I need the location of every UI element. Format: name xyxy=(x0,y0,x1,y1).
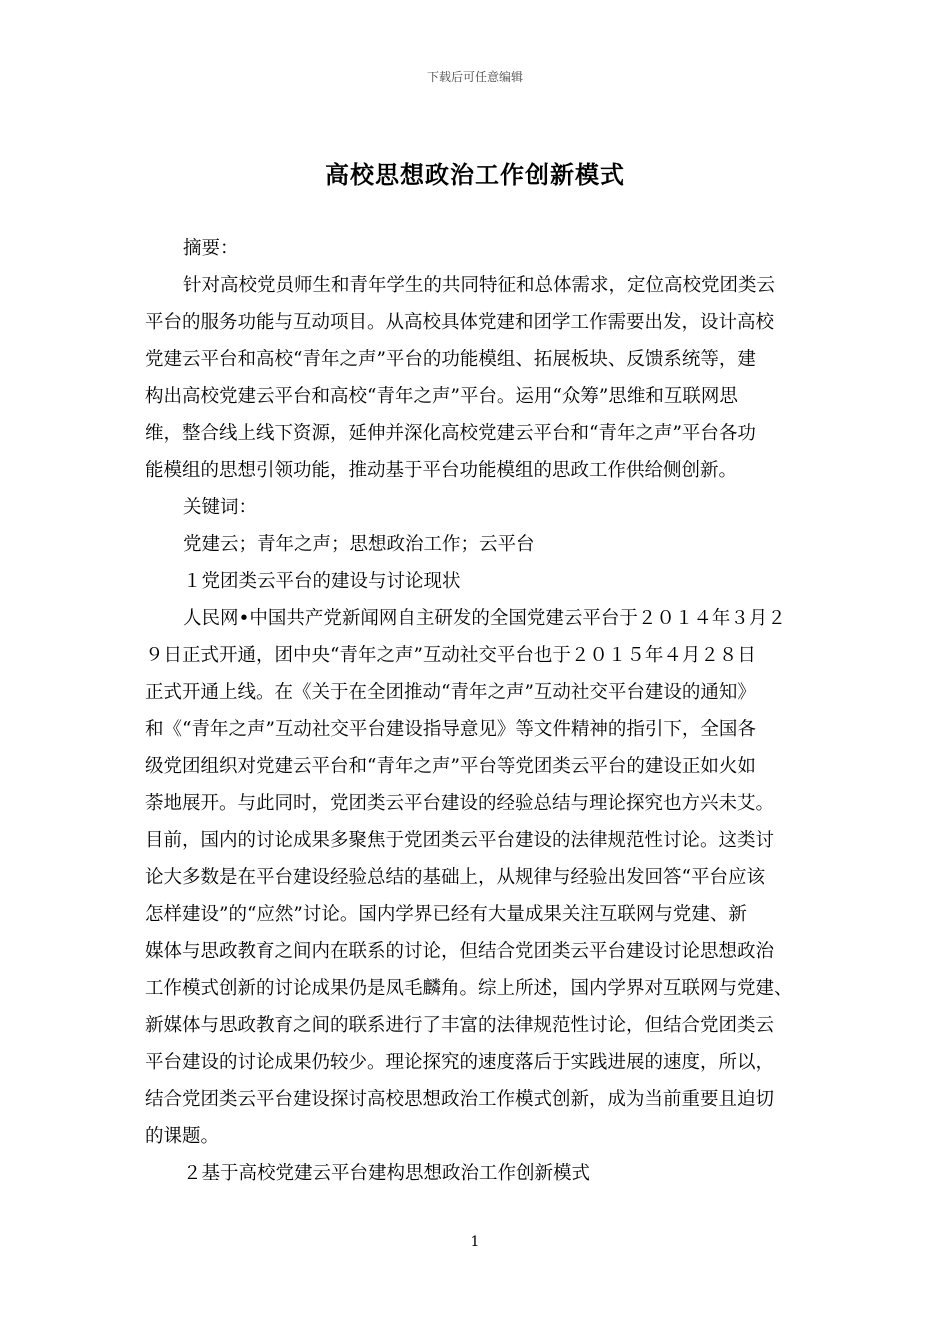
section1-line: 的课题。 xyxy=(145,1126,220,1147)
section1-line: 结合党团类云平台建设探讨高校思想政治工作模式创新，成为当前重要且迫切 xyxy=(145,1089,775,1110)
abstract-line: 维，整合线上线下资源，延伸并深化高校党建云平台和“青年之声”平台各功 xyxy=(145,423,756,444)
abstract-line: 针对高校党员师生和青年学生的共同特征和总体需求，定位高校党团类云 xyxy=(183,275,776,296)
section1-line: 怎样建设”的“应然”讨论。国内学界已经有大量成果关注互联网与党建、新 xyxy=(145,904,747,925)
section1-line: 级党团组织对党建云平台和“青年之声”平台等党团类云平台的建设正如火如 xyxy=(145,756,756,777)
section1-line: 论大多数是在平台建设经验总结的基础上，从规律与经验出发回答“平台应该 xyxy=(145,867,765,888)
keywords-label: 关键词： xyxy=(183,497,258,518)
section1-line: 目前，国内的讨论成果多聚焦于党团类云平台建设的法律规范性讨论。这类讨 xyxy=(145,830,775,851)
abstract-line: 党建云平台和高校“青年之声”平台的功能模组、拓展板块、反馈系统等，建 xyxy=(145,349,756,370)
section1-line: 荼地展开。与此同时，党团类云平台建设的经验总结与理论探究也方兴未艾。 xyxy=(145,793,775,814)
section1-line: 平台建设的讨论成果仍较少。理论探究的速度落后于实践进展的速度，所以， xyxy=(145,1052,775,1073)
section1-line: 新媒体与思政教育之间的联系进行了丰富的法律规范性讨论，但结合党团类云 xyxy=(145,1015,775,1036)
abstract-line: 构出高校党建云平台和高校“青年之声”平台。运用“众筹”思维和互联网思 xyxy=(145,386,738,407)
section1-line: 人民网•中国共产党新闻网自主研发的全国党建云平台于２０１４年３月２ xyxy=(183,608,786,629)
abstract-line: 能模组的思想引领功能，推动基于平台功能模组的思政工作供给侧创新。 xyxy=(145,460,738,481)
document-body xyxy=(145,230,810,1192)
section1-line: 正式开通上线。在《关于在全团推动“青年之声”互动社交平台建设的通知》 xyxy=(145,682,756,703)
section1-line: ９日正式开通，团中央“青年之声”互动社交平台也于２０１５年４月２８日 xyxy=(145,645,756,666)
page-number: 1 xyxy=(470,1234,480,1250)
keywords: 党建云；青年之声；思想政治工作；云平台 xyxy=(183,534,535,555)
section1-line: 和《“青年之声”互动社交平台建设指导意见》等文件精神的指引下，全国各 xyxy=(145,719,756,740)
section1-line: 媒体与思政教育之间内在联系的讨论，但结合党团类云平台建设讨论思想政治 xyxy=(145,941,775,962)
section-heading-2: ２基于高校党建云平台建构思想政治工作创新模式 xyxy=(183,1163,591,1184)
document-title: 高校思想政治工作创新模式 xyxy=(325,160,625,189)
abstract-label: 摘要： xyxy=(183,238,239,259)
section1-line: 工作模式创新的讨论成果仍是凤毛麟角。综上所述，国内学界对互联网与党建、 xyxy=(145,978,793,999)
section-heading-1: １党团类云平台的建设与讨论现状 xyxy=(183,571,461,592)
abstract-line: 平台的服务功能与互动项目。从高校具体党建和团学工作需要出发，设计高校 xyxy=(145,312,775,333)
header-note: 下载后可任意编辑 xyxy=(426,70,523,84)
